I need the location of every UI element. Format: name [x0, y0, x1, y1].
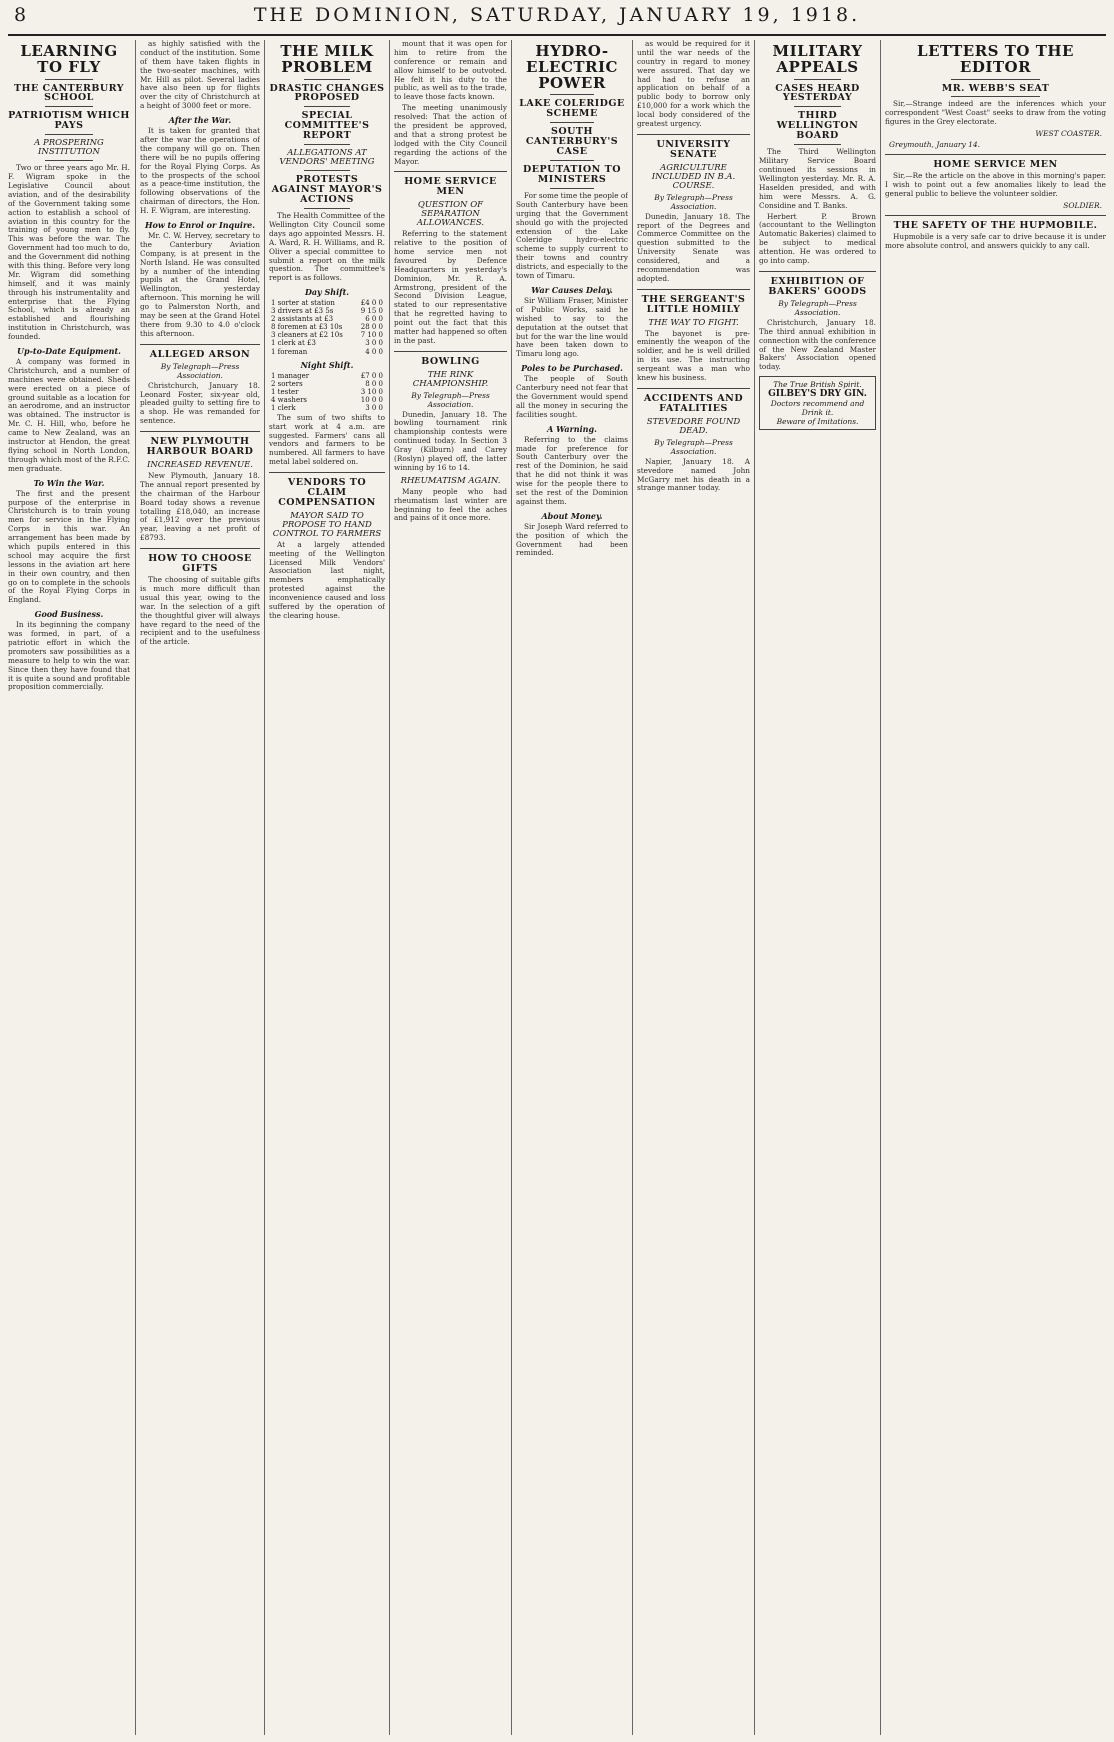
paragraph: Many people who had rheumatism last winter are beginning to feel the aches and pains of it once more. [394, 486, 507, 523]
headline: RHEUMATISM AGAIN. [400, 475, 501, 486]
table-row [269, 339, 385, 347]
table-row [269, 323, 385, 331]
paragraph: The first and the present purpose of the enterprise in Christchurch is to train young men for service in the Flying Corps in this war. An arrangement has been made by which pupils entered in this school may acquire the first lessons in the aviation art here in their own country, and then go on to complete in the schools of the Royal Flying Corps in England. [8, 488, 130, 605]
table-cell-label: 3 cleaners at £2 10s [271, 331, 343, 340]
subheading: About Money. [541, 510, 603, 521]
subheading: A Warning. [547, 423, 597, 434]
column-6 [637, 40, 750, 1735]
headline: LETTERS TO THE EDITOR [917, 42, 1074, 76]
paragraph: Sir William Fraser, Minister of Public Works, said he wished to say to the deputation at the outset that but for the war the line would have been taken down to Timaru long ago. [516, 295, 628, 359]
headline: HYDRO-ELECTRIC POWER [526, 42, 618, 92]
table-cell-label: 2 assistants at £3 [271, 315, 334, 324]
table-row [269, 307, 385, 315]
column-divider [264, 40, 265, 1735]
subheading: How to Enrol or Inquire. [144, 220, 256, 231]
deck: STEVEDORE FOUND DEAD. [646, 416, 741, 436]
paragraph: Sir Joseph Ward referred to the position of which the Government had been reminded. [516, 521, 628, 558]
table-cell-label: 1 manager [271, 371, 310, 380]
column-divider [754, 40, 755, 1735]
paragraph: The choosing of suitable gifts is much more difficult than usual this year, owing to the war. In the selection of a gift the thoughtful giver will always have regard to the need of the recipient and to the usefulness of the article. [140, 575, 260, 647]
table-cell-label: 4 washers [271, 395, 308, 404]
table-cell-label: 3 drivers at £3 5s [271, 307, 334, 316]
paragraph: mount that it was open for him to retire from the conference or remain and allow himself to be outvoted. He felt it his duty to the public, as well as to the trade, to leave those facts known. [394, 40, 507, 102]
byline: By Telegraph—Press Association. [654, 437, 733, 456]
column-4 [394, 40, 507, 1735]
table-row [269, 388, 385, 396]
paragraph: Hupmobile is a very safe car to drive because it is under more absolute control, and answers quickly to any call. [885, 231, 1106, 250]
paragraph: The people of South Canterbury need not fear that the Government would spend all the money in securing the facilities sought. [516, 374, 628, 419]
table-cell-amount: 3 0 0 [365, 339, 383, 348]
paragraph: Sir,—Re the article on the above in this morning's paper. I wish to point out a few anomalies likely to lead the general public to believe the volunteer soldier. [885, 171, 1106, 198]
column-2 [140, 40, 260, 1735]
table-cell-amount: 10 0 0 [360, 395, 383, 404]
table-row [269, 315, 385, 323]
table-cell-amount: £7 0 0 [360, 371, 383, 380]
deck: THE RINK CHAMPIONSHIP. [412, 369, 489, 389]
paragraph: The sum of two shifts to start work at 4 a.m. are suggested. Farmers' cans all vendors and farmers to be numbered. All farmers to have metal label soldered on. [269, 412, 385, 467]
deck: THE CANTERBURY SCHOOL [13, 82, 125, 104]
column-divider [880, 40, 881, 1735]
table-cell-amount: 3 10 0 [360, 387, 383, 396]
advertisement [759, 376, 876, 430]
table-row [269, 372, 385, 380]
paragraph: The bayonet is pre-eminently the weapon of the soldier, and he is well drilled in its use. The instructing sergeant was a man who knew his business. [637, 328, 750, 383]
signature: SOLDIER. [1063, 200, 1102, 210]
paragraph: as would be required for it until the war needs of the country in regard to money were assured. That day we had had to refuse an application on behalf of a public body to borrow only £10,000 for a work which the local body considered of the greatest urgency. [637, 40, 750, 129]
paragraph: Christchurch, January 18. The third annual exhibition in connection with the conference of the New Zealand Master Bakers' Association opened today. [759, 317, 876, 372]
masthead [0, 0, 1114, 40]
headline: HOW TO CHOOSE GIFTS [148, 553, 252, 575]
paragraph: The Third Wellington Military Service Board continued its sessions in Wellington yesterday. Mr. R. A. Haselden presided, and with him were Messrs. A. G. Considine and T. Banks. [759, 147, 876, 210]
column-7 [759, 40, 876, 1735]
headline: UNIVERSITY SENATE [656, 138, 731, 160]
signature: WEST COASTER. [1035, 129, 1102, 139]
table-row [269, 404, 385, 412]
masthead-rule [8, 34, 1106, 36]
table-cell-amount: 9 15 0 [360, 307, 383, 316]
table-cell-label: 2 sorters [271, 379, 303, 388]
table-row [269, 331, 385, 339]
paragraph: Sir,—Strange indeed are the inferences which your correspondent "West Coast" seeks to draw from the voting figures in the Grey electorate. [885, 99, 1106, 127]
table-cell-amount: 6 0 0 [365, 315, 383, 324]
deck: ALLEGATIONS AT VENDORS' MEETING [279, 148, 375, 168]
table-cell-amount: 4 0 0 [365, 347, 383, 356]
column-8 [885, 40, 1106, 1735]
byline: By Telegraph—Press Association. [654, 192, 733, 211]
table-cell-label: 1 clerk at £3 [271, 339, 316, 348]
deck: THIRD WELLINGTON BOARD [776, 110, 859, 142]
deck: THE WAY TO FIGHT. [648, 317, 739, 328]
paragraph: Dunedin, January 18. The report of the Degrees and Commerce Committee on the question submitted to the University Senate was considered, and a recommendation was adopted. [637, 211, 750, 283]
subheading: War Causes Delay. [531, 284, 613, 295]
paragraph: Napier, January 18. A stevedore named John McGarry met his death in a strange manner today. [637, 456, 750, 493]
table-cell-label: 1 clerk [271, 403, 296, 412]
table-cell-label: 1 tester [271, 387, 299, 396]
column-divider [632, 40, 633, 1735]
headline: VENDORS TO CLAIM COMPENSATION [278, 477, 376, 509]
deck: MAYOR SAID TO PROPOSE TO HAND CONTROL TO FARMERS [272, 511, 382, 539]
headline: ACCIDENTS AND FATALITIES [643, 392, 744, 414]
table-title: Night Shift. [300, 359, 354, 370]
table-cell-label: 1 sorter at station [271, 299, 335, 308]
paragraph: as highly satisfied with the conduct of the institution. Some of them have taken flights in the two-seater machines, with Mr. Hill as pilot. Several ladies have also been up for flights over the city of Christchurch at a height of 3000 feet or more. [140, 40, 260, 111]
headline: MILITARY APPEALS [772, 42, 863, 76]
deck: THE SAFETY OF THE HUPMOBILE. [893, 219, 1098, 231]
paragraph: For some time the people of South Canterbury have been urging that the Government should go with the projected extension of the Lake Coleridge hydro-electric scheme to supply current to their towns and country districts, and especially to the town of Timaru. [516, 191, 628, 281]
headline: THE MILK PROBLEM [280, 42, 374, 76]
paragraph: Dunedin, January 18. The bowling tournament rink championship contests were continued today. In Section 3 Gray (Kilburn) and Carey (Roslyn) played off, the latter winning by 16 to 14. [394, 409, 507, 472]
deck: AGRICULTURE INCLUDED IN B.A. COURSE. [651, 162, 736, 191]
byline: By Telegraph—Press Association. [160, 361, 240, 380]
table-cell-amount: £4 0 0 [360, 299, 383, 308]
table-row [269, 380, 385, 388]
wage-table [269, 299, 385, 355]
deck: SOUTH CANTERBURY'S CASE [525, 126, 619, 158]
table-row [269, 396, 385, 404]
table-cell-amount: 8 0 0 [365, 379, 383, 388]
subheading: After the War. [168, 115, 232, 126]
deck: PROTESTS AGAINST MAYOR'S ACTIONS [271, 174, 383, 206]
table-cell-amount: 28 0 0 [360, 323, 383, 332]
subheading: To Win the War. [33, 477, 105, 488]
deck: CASES HEARD YESTERDAY [775, 82, 860, 104]
paragraph: Two or three years ago Mr. H. F. Wigram spoke in the Legislative Council about aviation, and of the desirability of the Government taking some action to establish a school of aviation in this country for the training of young men to fly. This was before the war. The Government had too much to do, and the Government did nothing with this thing. Before very long Mr. Wigram did something himself, and it was mainly through his instrumentality and enterprise that the Flying School, which is already an established and flourishing institution in Christchurch, was founded. [8, 163, 130, 342]
headline: LEARNING TO FLY [20, 42, 118, 76]
deck: QUESTION OF SEPARATION ALLOWANCES. [416, 200, 485, 229]
ad-line: The True British Spirit. [773, 380, 862, 390]
headline: ALLEGED ARSON [149, 348, 251, 360]
deck: DRASTIC CHANGES PROPOSED [269, 82, 385, 104]
deck: HOME SERVICE MEN [933, 159, 1058, 171]
deck: INCREASED REVENUE. [146, 460, 254, 471]
paragraph: The Health Committee of the Wellington City Council some days ago appointed Messrs. H. A. Ward, R. H. Williams, and R. Oliver a special committee to submit a report on the milk question. The committee's report is as follows. [269, 211, 385, 283]
table-cell-amount: 3 0 0 [365, 403, 383, 412]
paragraph: The meeting unanimously resolved: That the action of the president be approved, and that a strong protest be lodged with the City Council regarding the actions of the Mayor. [394, 103, 507, 166]
paragraph: Referring to the claims made for preference for South Canterbury over the rest of the Dominion, he said that he did not think it was wise for the people there to set the rest of the Dominion against them. [516, 434, 628, 506]
paragraph: Herbert P. Brown (accountant to the Wellington Automatic Bakeries) claimed to be subject to medical attention. He was ordered to go into camp. [759, 211, 876, 266]
headline: BOWLING [421, 355, 480, 367]
paragraph: In its beginning the company was formed, in part, of a patriotic effort in which the promoters saw possibilities as a measure to help to win the war. Since then they have found that it is quite a sound and profitable proposition commercially. [8, 620, 130, 692]
deck: PATRIOTISM WHICH PAYS [8, 110, 130, 132]
deck: LAKE COLERIDGE SCHEME [519, 98, 625, 120]
column-3 [269, 40, 385, 1735]
paragraph: Mr. C. W. Hervey, secretary to the Canterbury Aviation Company, is at present in the North Island. He was consulted by a number of the intending pupils at the Grand Hotel, Wellington, yesterday afternoon. This morning he will go to Palmerston North, and may be seen at the Grand Hotel there from 9.30 to 4.0 o'clock this afternoon. [140, 231, 260, 338]
ad-line: Beware of Imitations. [776, 417, 859, 427]
subheading: Poles to be Purchased. [521, 363, 623, 374]
table-row [269, 299, 385, 307]
column-1 [8, 40, 130, 1735]
dateline: Greymouth, January 14. [889, 140, 981, 150]
paragraph: A company was formed in Christchurch, and a number of machines were obtained. Sheds were erected on a piece of ground suitable as a location for an aerodrome, and an instructor was obtained. The instructor is Mr. C. H. Hill, who, before he came to New Zealand, was an instructor at Hendon, the great flying school in North London, through which most of the R.F.C. men graduate. [8, 357, 130, 473]
deck: A PROSPERING INSTITUTION [34, 138, 104, 158]
table-cell-label: 1 foreman [271, 347, 308, 356]
subheading: Good Business. [34, 609, 104, 620]
table-cell-amount: 7 10 0 [360, 331, 383, 340]
subheading: Up-to-Date Equipment. [17, 346, 121, 357]
ad-title: GILBEY'S DRY GIN. [768, 389, 867, 400]
headline: NEW PLYMOUTH HARBOUR BOARD [146, 436, 254, 458]
headline: EXHIBITION OF BAKERS' GOODS [768, 275, 867, 297]
byline: By Telegraph—Press Association. [411, 390, 490, 409]
deck: SPECIAL COMMITTEE'S REPORT [284, 110, 370, 142]
column-divider [389, 40, 390, 1735]
column-divider [135, 40, 136, 1735]
headline: THE SERGEANT'S LITTLE HOMILY [641, 293, 746, 315]
byline: By Telegraph—Press Association. [778, 298, 857, 317]
paragraph: At a largely attended meeting of the Wellington Licensed Milk Vendors' Association last night, members emphatically protested against the inconvenience caused and loss suffered by the operation of the clearing house. [269, 539, 385, 620]
deck: MR. WEBB'S SEAT [941, 82, 1050, 94]
wage-table [269, 372, 385, 412]
paragraph: New Plymouth, January 18. The annual report presented by the chairman of the Harbour Board today shows a revenue totalling £18,040, an increase of £1,912 over the previous year, leaving a net profit of £8793. [140, 471, 260, 543]
table-cell-label: 8 foremen at £3 10s [271, 323, 343, 332]
deck: DEPUTATION TO MINISTERS [523, 164, 621, 186]
newspaper-title: THE DOMINION, SATURDAY, JANUARY 19, 1918. [253, 4, 861, 26]
column-divider [511, 40, 512, 1735]
ad-line: Doctors recommend and Drink it. [770, 399, 865, 418]
paragraph: Christchurch, January 18. Leonard Foster, six-year old, pleaded guilty to setting fire to a shop. He was remanded for sentence. [140, 380, 260, 426]
table-title: Day Shift. [304, 287, 350, 298]
paragraph: It is taken for granted that after the war the operations of the company will go on. Then there will be no pupils offering for the Royal Flying Corps. As to the prospects of the school as a peace-time institution, the following observations of the chairman of directors, the Hon. H. F. Wigram, are interesting. [140, 126, 260, 216]
headline: HOME SERVICE MEN [404, 176, 497, 198]
page-number: 8 [14, 4, 27, 26]
column-5 [516, 40, 628, 1735]
paragraph: Referring to the statement relative to the position of home service men not favoured by Defence Headquarters in yesterday's Dominion, Mr. R. A. Armstrong, president of the Second Division League, stated to our representative that he regretted having to point out the fact that this matter had happened so often in the past. [394, 229, 507, 345]
table-row [269, 348, 385, 356]
